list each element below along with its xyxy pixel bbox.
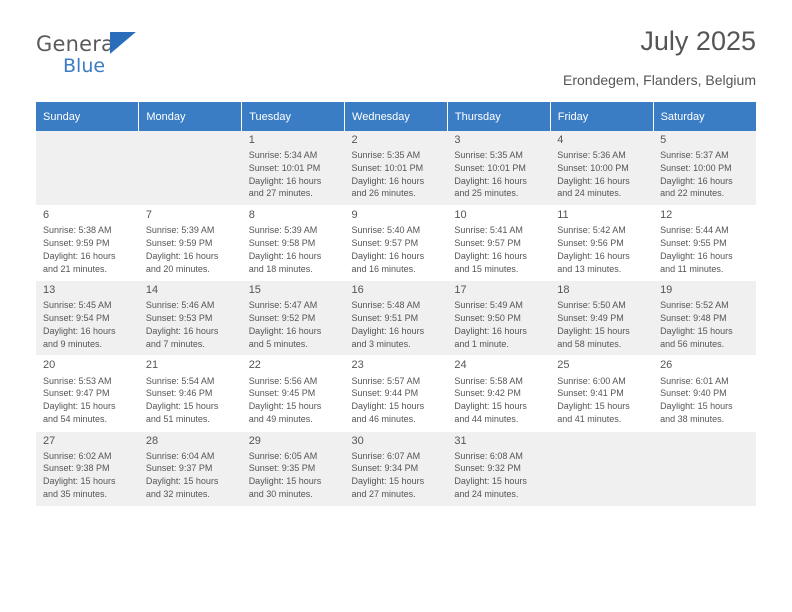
day-sun-info-line: Sunrise: 5:39 AM xyxy=(248,225,318,236)
day-sun-info-line: Daylight: 16 hours xyxy=(454,175,527,186)
day-sun-info-line: Sunrise: 5:52 AM xyxy=(660,300,729,311)
day-sun-info-line: Sunrise: 5:53 AM xyxy=(43,375,112,386)
day-sun-info-line: and 27 minutes. xyxy=(351,489,416,500)
day-sun-info-line: Sunrise: 5:37 AM xyxy=(660,150,729,161)
day-sun-info-line: Sunrise: 5:48 AM xyxy=(351,300,421,311)
day-sun-info-line: Daylight: 15 hours xyxy=(557,325,630,336)
day-sun-info-line: Sunrise: 5:46 AM xyxy=(145,300,215,311)
day-sun-info-line: Daylight: 16 hours xyxy=(660,250,733,261)
day-number: 6 xyxy=(43,209,50,222)
day-sun-info-line: and 20 minutes. xyxy=(145,263,210,274)
day-sun-info-line: and 5 minutes. xyxy=(248,338,308,349)
day-sun-info-line: Daylight: 15 hours xyxy=(660,401,733,412)
day-sun-info xyxy=(454,224,544,275)
day-sun-info xyxy=(352,224,442,275)
calendar-body xyxy=(36,131,756,506)
day-sun-info-line: and 35 minutes. xyxy=(43,489,108,500)
day-sun-info xyxy=(249,149,339,200)
day-sun-info-line: Sunrise: 5:42 AM xyxy=(557,225,626,236)
weekday-header-tuesday: Tuesday xyxy=(242,102,345,131)
day-sun-info-line: and 32 minutes. xyxy=(145,489,210,500)
day-sun-info-line: Sunset: 9:59 PM xyxy=(43,238,110,249)
day-sun-info-line: Sunrise: 6:02 AM xyxy=(43,450,112,461)
day-sun-info-line: Sunset: 10:00 PM xyxy=(660,162,732,173)
day-sun-info-line: Sunset: 9:47 PM xyxy=(43,388,110,399)
day-number: 15 xyxy=(248,284,261,297)
day-sun-info-line: Sunset: 9:44 PM xyxy=(351,388,419,399)
page-header xyxy=(36,26,756,88)
day-sun-info xyxy=(43,375,133,426)
day-sun-info xyxy=(146,450,236,501)
day-sun-info-line: Sunrise: 5:34 AM xyxy=(248,150,318,161)
day-number: 2 xyxy=(351,134,358,146)
day-number: 19 xyxy=(660,284,673,297)
day-sun-info xyxy=(557,224,647,275)
day-sun-info-line: Sunset: 9:45 PM xyxy=(248,388,316,399)
day-sun-info-line: Daylight: 16 hours xyxy=(454,250,527,261)
day-sun-info xyxy=(660,375,750,426)
day-sun-info xyxy=(146,375,236,426)
day-sun-info-line: and 7 minutes. xyxy=(145,338,205,349)
day-sun-info-line: and 21 minutes. xyxy=(43,263,108,274)
day-sun-info-line: and 41 minutes. xyxy=(557,413,622,424)
day-sun-info xyxy=(146,299,236,350)
calendar-day-cell[interactable] xyxy=(550,131,653,206)
day-sun-info-line: Daylight: 15 hours xyxy=(454,401,527,412)
day-sun-info-line: Sunrise: 5:38 AM xyxy=(43,225,112,236)
calendar-empty-cell xyxy=(550,431,653,506)
day-sun-info-line: and 30 minutes. xyxy=(248,489,313,500)
day-sun-info-line: and 11 minutes. xyxy=(660,263,724,274)
day-sun-info-line: Sunrise: 5:58 AM xyxy=(454,375,523,386)
day-sun-info-line: and 18 minutes. xyxy=(248,263,313,274)
day-number: 9 xyxy=(351,209,358,222)
day-number: 8 xyxy=(248,209,255,222)
day-sun-info-line: Daylight: 16 hours xyxy=(248,250,322,261)
day-sun-info-line: Daylight: 16 hours xyxy=(351,250,425,261)
day-sun-info xyxy=(43,450,133,501)
day-sun-info-line: Sunrise: 5:41 AM xyxy=(454,225,523,236)
day-sun-info-line: Sunrise: 6:01 AM xyxy=(660,375,729,386)
weekday-header-thursday: Thursday xyxy=(447,102,550,131)
day-sun-info-line: and 24 minutes. xyxy=(454,489,519,500)
day-number: 14 xyxy=(145,284,159,297)
day-sun-info xyxy=(660,149,750,200)
day-sun-info-line: Sunset: 9:38 PM xyxy=(43,463,110,474)
day-sun-info-line: Sunrise: 6:05 AM xyxy=(248,450,318,461)
day-sun-info xyxy=(454,450,544,501)
day-sun-info-line: Sunrise: 5:50 AM xyxy=(557,300,626,311)
day-sun-info-line: and 58 minutes. xyxy=(557,338,622,349)
day-sun-info-line: and 1 minute. xyxy=(454,338,509,349)
calendar-day-cell[interactable] xyxy=(550,206,653,281)
day-sun-info-line: Sunset: 9:34 PM xyxy=(351,463,419,474)
calendar-day-cell[interactable] xyxy=(653,206,756,281)
day-sun-info-line: and 49 minutes. xyxy=(248,413,313,424)
day-sun-info-line: Sunrise: 5:49 AM xyxy=(454,300,523,311)
day-sun-info-line: and 54 minutes. xyxy=(43,413,108,424)
day-sun-info xyxy=(660,224,750,275)
day-number: 23 xyxy=(351,359,364,372)
weekday-header-wednesday: Wednesday xyxy=(345,102,448,131)
day-sun-info-line: Daylight: 15 hours xyxy=(557,401,630,412)
day-sun-info-line: Sunset: 9:56 PM xyxy=(557,238,624,249)
day-sun-info-line: Sunrise: 5:35 AM xyxy=(454,150,523,161)
day-sun-info-line: Sunrise: 5:40 AM xyxy=(351,225,421,236)
day-number: 31 xyxy=(454,434,467,447)
day-sun-info-line: Sunset: 9:37 PM xyxy=(145,463,213,474)
day-number: 10 xyxy=(454,209,467,222)
day-number: 7 xyxy=(145,209,152,222)
weekday-header-sunday: Sunday xyxy=(36,102,139,131)
day-sun-info-line: Sunrise: 5:39 AM xyxy=(145,225,215,236)
calendar-day-cell[interactable] xyxy=(242,206,345,281)
day-sun-info-line: Daylight: 15 hours xyxy=(145,401,219,412)
day-sun-info xyxy=(249,450,339,501)
day-sun-info-line: Sunset: 9:57 PM xyxy=(351,238,419,249)
day-sun-info-line: Daylight: 16 hours xyxy=(145,250,219,261)
day-sun-info-line: Sunrise: 5:47 AM xyxy=(248,300,318,311)
calendar-day-cell[interactable] xyxy=(345,206,448,281)
day-sun-info-line: Sunrise: 5:56 AM xyxy=(248,375,318,386)
location-subtitle: Erondegem, Flanders, Belgium xyxy=(563,72,756,88)
day-sun-info xyxy=(43,224,133,275)
day-sun-info-line: and 25 minutes. xyxy=(454,188,519,199)
day-number: 12 xyxy=(660,209,673,222)
day-sun-info-line: Sunset: 9:49 PM xyxy=(557,313,624,324)
brand-name-blue: Blue xyxy=(63,55,106,77)
day-number: 18 xyxy=(557,284,570,297)
day-sun-info-line: Sunrise: 5:36 AM xyxy=(557,150,626,161)
day-sun-info xyxy=(249,224,339,275)
calendar-week-row xyxy=(36,281,756,356)
day-sun-info xyxy=(249,375,339,426)
calendar-empty-cell xyxy=(139,131,242,206)
day-sun-info-line: Sunset: 9:57 PM xyxy=(454,238,521,249)
calendar-day-cell[interactable] xyxy=(139,356,242,431)
day-number: 17 xyxy=(454,284,467,297)
brand-logo xyxy=(36,28,120,76)
day-number: 16 xyxy=(351,284,364,297)
day-sun-info xyxy=(660,299,750,350)
day-sun-info-line: and 24 minutes. xyxy=(557,188,622,199)
day-sun-info-line: and 51 minutes. xyxy=(145,413,210,424)
day-number: 4 xyxy=(557,134,564,146)
day-sun-info-line: Daylight: 15 hours xyxy=(351,476,425,487)
day-sun-info-line: Daylight: 15 hours xyxy=(248,401,322,412)
day-sun-info-line: Sunset: 9:52 PM xyxy=(248,313,316,324)
calendar-day-cell[interactable] xyxy=(139,281,242,356)
flag-triangle-icon-highlight xyxy=(110,32,136,54)
calendar-week-row xyxy=(36,131,756,206)
day-sun-info xyxy=(352,375,442,426)
day-sun-info-line: Sunset: 9:48 PM xyxy=(660,313,727,324)
day-sun-info-line: Daylight: 15 hours xyxy=(43,476,116,487)
calendar-day-cell[interactable] xyxy=(447,431,550,506)
day-sun-info xyxy=(557,299,647,350)
day-sun-info-line: Sunset: 9:41 PM xyxy=(557,388,624,399)
day-sun-info-line: and 13 minutes. xyxy=(557,263,622,274)
day-sun-info-line: Sunset: 9:35 PM xyxy=(248,463,316,474)
brand-name-general: General xyxy=(36,32,121,56)
calendar-day-cell[interactable] xyxy=(345,131,448,206)
day-sun-info-line: and 44 minutes. xyxy=(454,413,519,424)
calendar-day-cell[interactable] xyxy=(139,431,242,506)
calendar-empty-cell xyxy=(653,431,756,506)
day-sun-info-line: Sunset: 9:51 PM xyxy=(351,313,419,324)
day-sun-info-line: Daylight: 15 hours xyxy=(248,476,322,487)
day-sun-info-line: Sunset: 9:59 PM xyxy=(145,238,213,249)
calendar-table xyxy=(36,102,756,507)
day-sun-info-line: Daylight: 16 hours xyxy=(557,175,630,186)
day-sun-info-line: Daylight: 15 hours xyxy=(145,476,219,487)
day-sun-info xyxy=(352,450,442,501)
calendar-day-cell[interactable] xyxy=(447,356,550,431)
day-number: 20 xyxy=(43,359,56,372)
calendar-week-row xyxy=(36,206,756,281)
day-sun-info-line: Sunset: 9:54 PM xyxy=(43,313,110,324)
calendar-day-cell[interactable] xyxy=(653,281,756,356)
day-sun-info-line: Daylight: 16 hours xyxy=(351,325,425,336)
day-sun-info-line: Daylight: 16 hours xyxy=(454,325,527,336)
day-number: 25 xyxy=(557,359,570,372)
calendar-day-cell[interactable] xyxy=(653,356,756,431)
day-sun-info-line: Daylight: 15 hours xyxy=(351,401,425,412)
day-sun-info-line: Sunset: 9:50 PM xyxy=(454,313,521,324)
day-sun-info-line: and 9 minutes. xyxy=(43,338,103,349)
day-sun-info-line: Sunrise: 5:35 AM xyxy=(351,150,421,161)
day-number: 28 xyxy=(145,434,159,447)
calendar-day-cell[interactable] xyxy=(139,206,242,281)
day-sun-info-line: Daylight: 16 hours xyxy=(248,325,322,336)
day-sun-info xyxy=(557,149,647,200)
day-sun-info-line: Daylight: 16 hours xyxy=(43,325,116,336)
day-sun-info-line: and 15 minutes. xyxy=(454,263,519,274)
page-title: July 2025 xyxy=(640,26,756,56)
day-number: 1 xyxy=(248,134,255,146)
day-sun-info-line: Sunrise: 6:04 AM xyxy=(145,450,215,461)
calendar-day-cell[interactable] xyxy=(550,281,653,356)
day-sun-info-line: Daylight: 16 hours xyxy=(145,325,219,336)
day-sun-info xyxy=(352,149,442,200)
day-number: 21 xyxy=(145,359,159,372)
calendar-day-cell[interactable] xyxy=(36,431,139,506)
day-sun-info-line: Daylight: 16 hours xyxy=(248,175,322,186)
calendar-day-cell[interactable] xyxy=(36,281,139,356)
day-sun-info-line: Sunset: 10:00 PM xyxy=(557,162,629,173)
calendar-day-cell[interactable] xyxy=(36,206,139,281)
title-block xyxy=(563,28,756,88)
day-number: 5 xyxy=(660,134,667,146)
day-sun-info xyxy=(249,299,339,350)
calendar-day-cell[interactable] xyxy=(345,356,448,431)
day-sun-info-line: Sunset: 9:58 PM xyxy=(248,238,316,249)
day-sun-info-line: Daylight: 15 hours xyxy=(43,401,116,412)
day-sun-info-line: Sunrise: 6:08 AM xyxy=(454,450,523,461)
day-sun-info xyxy=(352,299,442,350)
day-sun-info xyxy=(454,149,544,200)
weekday-header-saturday: Saturday xyxy=(653,102,756,131)
day-sun-info-line: and 26 minutes. xyxy=(351,188,416,199)
day-number: 22 xyxy=(248,359,261,372)
day-number: 3 xyxy=(454,134,461,146)
day-sun-info-line: Sunset: 9:55 PM xyxy=(660,238,727,249)
day-sun-info-line: Daylight: 16 hours xyxy=(351,175,425,186)
calendar-day-cell[interactable] xyxy=(242,431,345,506)
day-sun-info-line: Sunrise: 5:57 AM xyxy=(351,375,421,386)
day-sun-info-line: and 27 minutes. xyxy=(248,188,313,199)
day-sun-info-line: and 16 minutes. xyxy=(351,263,416,274)
calendar-day-cell[interactable] xyxy=(242,131,345,206)
day-sun-info xyxy=(454,299,544,350)
day-sun-info-line: Sunset: 10:01 PM xyxy=(351,162,424,173)
calendar-day-cell[interactable] xyxy=(345,431,448,506)
day-sun-info-line: and 56 minutes. xyxy=(660,338,725,349)
calendar-empty-cell xyxy=(36,131,139,206)
day-sun-info-line: Sunset: 10:01 PM xyxy=(454,162,526,173)
day-sun-info xyxy=(43,299,133,350)
day-number: 26 xyxy=(660,359,673,372)
day-sun-info-line: Daylight: 16 hours xyxy=(43,250,116,261)
calendar-day-cell[interactable] xyxy=(36,356,139,431)
day-sun-info-line: Sunrise: 5:45 AM xyxy=(43,300,112,311)
calendar-day-cell[interactable] xyxy=(447,131,550,206)
day-sun-info-line: Daylight: 16 hours xyxy=(557,250,630,261)
day-sun-info-line: and 3 minutes. xyxy=(351,338,411,349)
weekday-header-monday: Monday xyxy=(139,102,242,131)
day-sun-info-line: and 38 minutes. xyxy=(660,413,725,424)
day-sun-info-line: Daylight: 15 hours xyxy=(454,476,527,487)
day-sun-info-line: Sunset: 9:46 PM xyxy=(145,388,213,399)
calendar-day-cell[interactable] xyxy=(447,281,550,356)
day-sun-info-line: Sunrise: 6:00 AM xyxy=(557,375,626,386)
day-number: 30 xyxy=(351,434,364,447)
day-sun-info-line: Sunrise: 6:07 AM xyxy=(351,450,421,461)
weekday-header-friday: Friday xyxy=(550,102,653,131)
day-sun-info-line: Daylight: 16 hours xyxy=(660,175,733,186)
day-sun-info xyxy=(557,375,647,426)
day-sun-info-line: Sunrise: 5:44 AM xyxy=(660,225,729,236)
day-number: 24 xyxy=(454,359,467,372)
day-sun-info-line: Sunset: 9:42 PM xyxy=(454,388,521,399)
day-sun-info-line: Daylight: 15 hours xyxy=(660,325,733,336)
day-sun-info-line: and 46 minutes. xyxy=(351,413,416,424)
calendar-day-cell[interactable] xyxy=(653,131,756,206)
day-sun-info-line: Sunset: 10:01 PM xyxy=(248,162,321,173)
day-number: 27 xyxy=(43,434,56,447)
calendar-day-cell[interactable] xyxy=(447,206,550,281)
day-sun-info xyxy=(454,375,544,426)
day-number: 11 xyxy=(557,209,569,222)
day-sun-info-line: and 22 minutes. xyxy=(660,188,725,199)
day-sun-info-line: Sunset: 9:40 PM xyxy=(660,388,727,399)
calendar-week-row xyxy=(36,431,756,506)
calendar-day-cell[interactable] xyxy=(345,281,448,356)
day-sun-info xyxy=(146,224,236,275)
calendar-day-cell[interactable] xyxy=(550,356,653,431)
calendar-day-cell[interactable] xyxy=(242,281,345,356)
calendar-day-cell[interactable] xyxy=(242,356,345,431)
day-sun-info-line: Sunset: 9:53 PM xyxy=(145,313,213,324)
day-number: 13 xyxy=(43,284,56,297)
weekday-header-row xyxy=(36,102,756,131)
day-sun-info-line: Sunrise: 5:54 AM xyxy=(145,375,215,386)
day-sun-info-line: Sunset: 9:32 PM xyxy=(454,463,521,474)
calendar-week-row xyxy=(36,356,756,431)
day-number: 29 xyxy=(248,434,261,447)
